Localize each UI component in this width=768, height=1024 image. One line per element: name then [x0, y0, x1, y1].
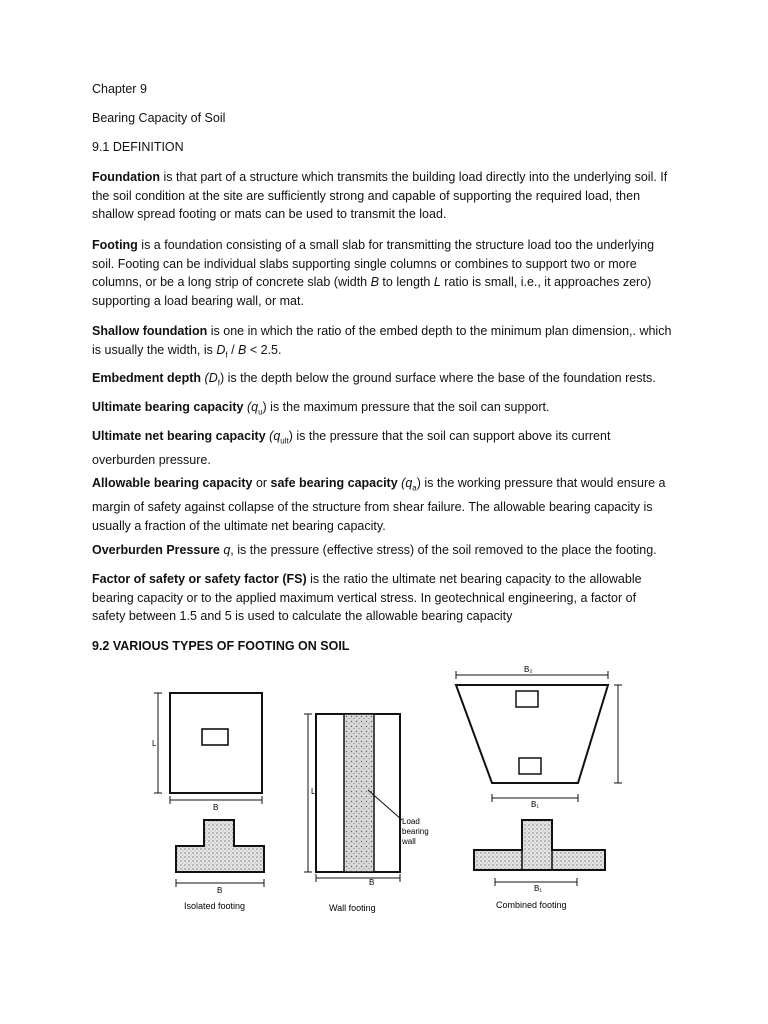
paragraph-foundation-text: is that part of a structure which transmits the building load directly into the underlying soil. If the soil condition at the site are sufficiently strong and capable of supporting the required load, then shallow spread footing or mats can be used to transmit the load. [92, 170, 668, 222]
load-bearing-wall [344, 714, 374, 872]
isolated-footing-section [176, 820, 264, 911]
symbol-Df-sub: f [217, 378, 220, 388]
combined-B1-label-bottom: B₁ [534, 884, 543, 893]
isolated-column [202, 729, 228, 745]
paragraph-shallow-foundation [92, 322, 672, 365]
symbol-qa: (q [401, 476, 413, 490]
chapter-label: Chapter 9 [92, 82, 147, 96]
term-safe-bearing: safe bearing capacity [270, 476, 398, 490]
symbol-L: L [433, 275, 441, 290]
combined-footing [456, 665, 622, 910]
symbol-qult-sub: ult [280, 436, 289, 446]
footing-text-2: to length [378, 275, 434, 290]
term-embedment-depth: Embedment depth [92, 371, 202, 385]
combined-B1-label-top: B₁ [531, 800, 540, 809]
load-label-1: Load [402, 817, 420, 826]
allowable-or: or [252, 476, 271, 490]
isolated-plan-outline [170, 693, 262, 793]
symbol-B: B [370, 275, 379, 290]
isolated-B-label-top: B [213, 803, 219, 812]
paragraph-factor-of-safety [92, 570, 672, 626]
symbol-Df: (D [204, 371, 218, 385]
wall-B-label: B [369, 878, 375, 887]
term-overburden: Overburden Pressure [92, 543, 220, 557]
shallow-text: is one in which the ratio of the embed depth to the minimum plan dimension,. which is usually the width, is [92, 324, 672, 357]
paragraph-allowable [92, 474, 672, 535]
paragraph-overburden [92, 541, 672, 560]
ultimate-net-text: is the pressure that the soil can support above its current overburden pressure. [92, 429, 611, 468]
footing-types-figure [140, 660, 640, 930]
paragraph-ultimate-net [92, 427, 672, 470]
symbol-qult: (q [269, 429, 281, 443]
footing-text-1: is a foundation consisting of a small slab for transmitting the structure load too the underlying soil. Footing can be individual slabs supporting single columns or combines to support two or more columns, or be a long strip of concrete slab (width [92, 238, 655, 290]
term-shallow-foundation: Shallow foundation [92, 324, 208, 338]
section-heading-footing-types: 9.2 VARIOUS TYPES OF FOOTING ON SOIL [92, 639, 350, 653]
term-footing: Footing [92, 238, 138, 252]
symbol-qu: (q [246, 400, 259, 414]
formula-slash: / [227, 342, 239, 357]
paragraph-ultimate-bearing [92, 398, 672, 422]
combined-caption: Combined footing [496, 900, 567, 910]
symbol-qu-sub: u [258, 407, 263, 417]
chapter-title: Bearing Capacity of Soil [92, 111, 226, 125]
combined-plan-outline [456, 685, 608, 783]
term-foundation: Foundation [92, 170, 161, 184]
symbol-qa-sub: a [412, 483, 417, 493]
isolated-caption: Isolated footing [184, 901, 246, 911]
footing-diagram [140, 660, 640, 930]
symbol-qult-close: ) [288, 429, 293, 443]
ultimate-text: is the maximum pressure that the soil can support. [266, 400, 550, 414]
term-factor-of-safety: Factor of safety or safety factor (FS) [92, 572, 307, 586]
wall-caption: Wall footing [329, 903, 376, 913]
allowable-text: is the working pressure that would ensure a margin of safety against collapse of the structure from shear failure. The allowable bearing capacity is usually a fraction of the ultimate net bearing capacity. [92, 476, 666, 533]
footing-text-3: ratio is small, i.e., it approaches zero) supporting a load bearing wall, or mat. [92, 275, 652, 308]
isolated-footing-plan [152, 693, 262, 812]
term-ultimate-net: Ultimate net bearing capacity [92, 429, 266, 443]
symbol-Df-close: ) [219, 371, 225, 385]
paragraph-footing [92, 236, 672, 310]
combined-section [474, 820, 605, 870]
formula-end: < 2.5. [246, 342, 282, 357]
load-label-3: wall [402, 837, 416, 846]
embedment-text: is the depth below the ground surface where the base of the foundation rests. [224, 371, 656, 385]
wall-L-label: L [311, 787, 316, 796]
isolated-B-label-bottom: B [217, 886, 223, 895]
combined-B2-label: B₂ [524, 665, 533, 674]
term-allowable: Allowable bearing capacity [92, 476, 253, 490]
paragraph-embedment-depth [92, 369, 672, 393]
isolated-L-label: L [152, 739, 157, 748]
overburden-text: , is the pressure (effective stress) of the soil removed to the place the footing. [230, 543, 657, 557]
section-heading-definition: 9.1 DEFINITION [92, 140, 184, 154]
wall-footing [304, 714, 429, 913]
combined-column-2 [519, 758, 541, 774]
paragraph-foundation [92, 168, 672, 224]
term-ultimate-bearing: Ultimate bearing capacity [92, 400, 244, 414]
formula-sub-f: f [225, 350, 228, 360]
fs-text: is the ratio the ultimate net bearing capacity to the allowable bearing capacity or to the applied maximum vertical stress. In geotechnical engineering, a factor of safety between 1.5 and 5 is used to calculate the allowable bearing capacity [92, 572, 642, 624]
symbol-q: q [219, 543, 231, 557]
formula-B: B [238, 342, 247, 357]
symbol-qa-close: ) [416, 476, 421, 490]
load-label-2: bearing [402, 827, 429, 836]
combined-column-1 [516, 691, 538, 707]
symbol-qu-close: ) [262, 400, 267, 414]
formula-D: D [216, 342, 226, 357]
